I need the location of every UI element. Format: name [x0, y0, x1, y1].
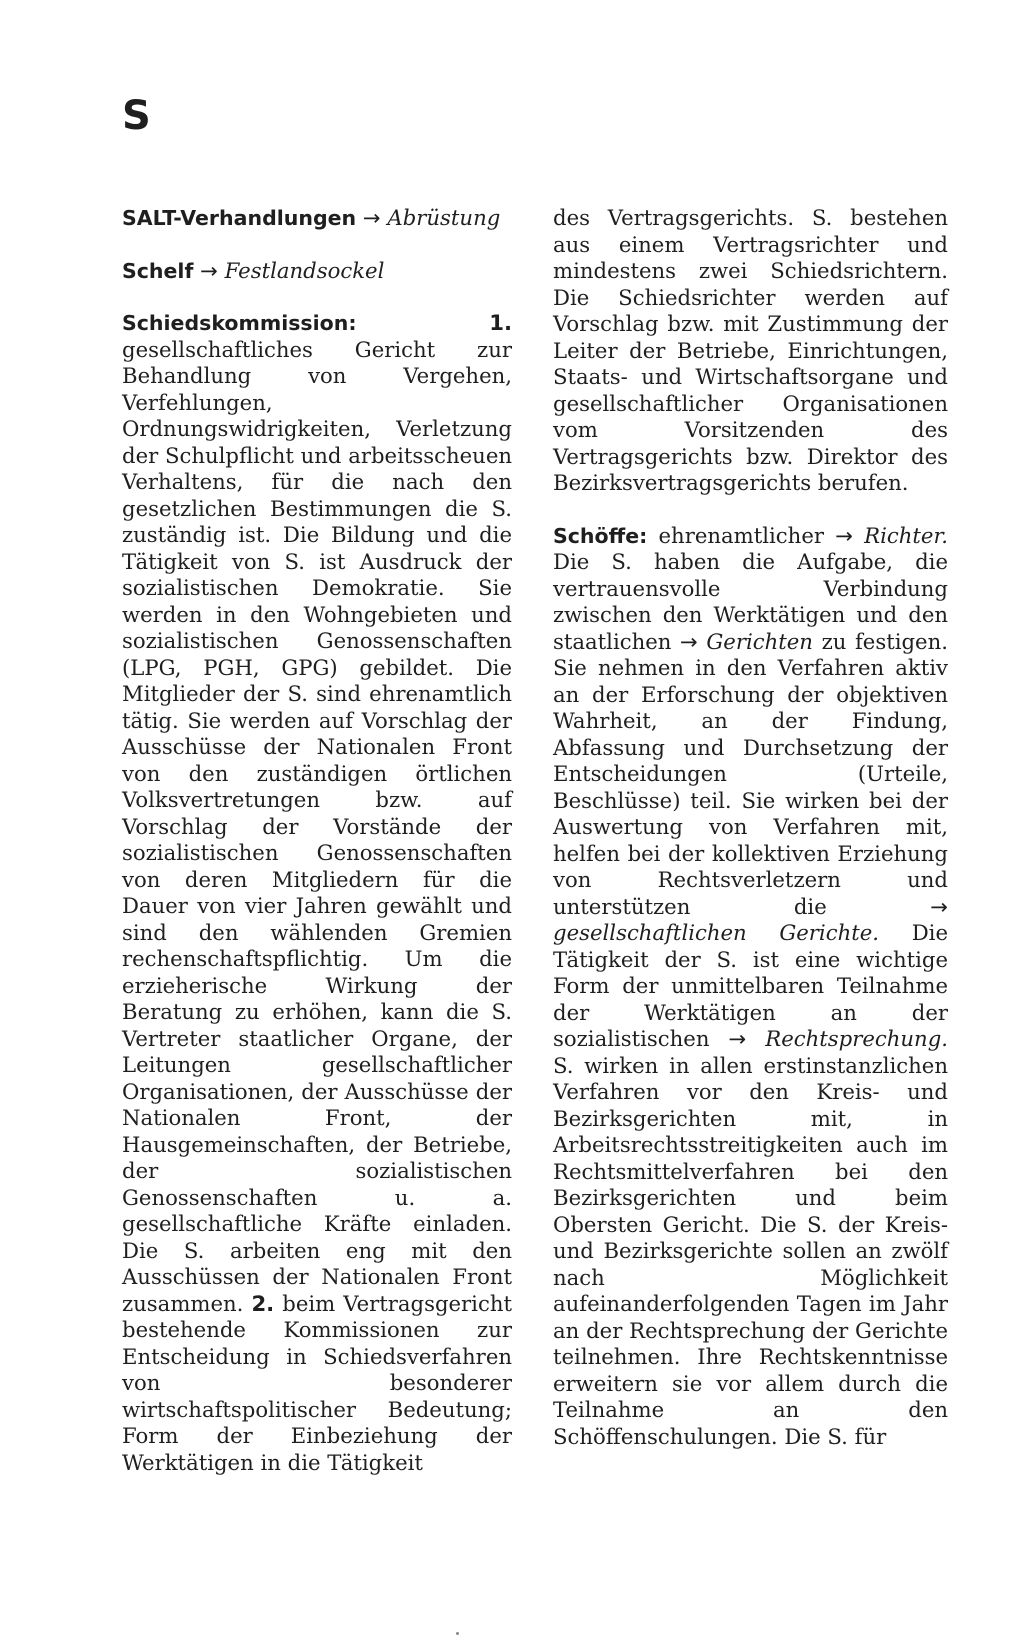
entry-schiedskommission-continued — [553, 205, 948, 497]
cross-reference-link[interactable]: Richter. — [864, 522, 948, 548]
sense-number-2: 2. — [251, 1290, 275, 1316]
print-speck — [456, 1632, 459, 1635]
cross-reference-link[interactable]: Abrüstung — [387, 205, 501, 230]
right-column — [553, 205, 948, 1476]
arrow-icon: → — [200, 257, 218, 283]
headword-schelf: Schelf — [122, 258, 194, 283]
cross-reference-link[interactable]: Rechtsprechung. — [765, 1026, 948, 1051]
headword-schiedskommission: Schiedskommission: — [122, 311, 357, 335]
arrow-icon: → — [728, 1026, 747, 1051]
arrow-icon: → — [835, 522, 853, 548]
definition-text-2: beim Vertragsgericht bestehende Kommissionen zur Entscheidung in Schiedsverfahren von besonderer wirtschaftspolitischer Bedeutung; Form der Einbeziehung der Werktätigen in die Tätigkeit — [122, 1290, 512, 1475]
headword-schoeffe: Schöffe: — [553, 523, 648, 548]
definition-text: zu festigen. Sie nehmen in den Verfahren aktiv an der Erforschung der objektiven Wahrheit, an der Findung, Abfassung und Durchsetzung der Entscheidungen (Urteile, Beschlüsse) teil. Sie wirken bei der Auswertung von Verfahren mit, helfen bei der kollektiven Erziehung von Rechtsverletzern und unterstützen die — [553, 628, 948, 919]
definition-text-1: gesellschaftliches Gericht zur Behandlung von Vergehen, Verfehlungen, Ordnungswidrigkeiten, Verletzung der Schulpflicht und arbeitsscheuen Verhaltens, für die nach den gesetzlichen Bestimmungen die S. zuständig ist. Die Bildung und die Tätigkeit von S. ist Ausdruck der sozialistischen Demokratie. Sie werden in den Wohngebieten und sozialistischen Genossenschaften (LPG, PGH, GPG) gebildet. Die Mitglieder der S. sind ehrenamtlich tätig. Sie werden auf Vorschlag der Ausschüsse der Nationalen Front von den zuständigen örtlichen Volksvertretungen bzw. auf Vorschlag der Vorstände der sozialistischen Genossenschaften von deren Mitgliedern für die Dauer von vier Jahren gewählt und sind den wählenden Gremien rechenschaftspflichtig. Um die erzieherische Wirkung der Beratung zu erhöhen, kann die S. Vertreter staatlicher Organe, der Leitungen gesellschaftlicher Organisationen, der Ausschüsse der Nationalen Front, der Hausgemeinschaften, der Betriebe, der sozialistischen Genossenschaften u. a. gesellschaftliche Kräfte einladen. Die S. arbeiten eng mit den Ausschüssen der Nationalen Front zusammen. — [122, 336, 513, 1316]
arrow-icon: → — [362, 205, 381, 230]
definition-text: Die Tätigkeit der S. ist eine wichtige Form der unmittelbaren Teilnahme der Werktätigen an der sozialistischen — [553, 920, 948, 1051]
left-column — [122, 205, 512, 1502]
definition-text: Die S. haben die Aufgabe, die vertrauensvolle Verbindung zwischen den Werktätigen und den staatlichen — [553, 549, 948, 654]
cross-reference-link[interactable]: Festlandsockel — [224, 257, 385, 283]
entry-schoeffe — [553, 523, 948, 1451]
sense-number-1: 1. — [489, 310, 512, 335]
definition-text: S. wirken in allen erstinstanzlichen Verfahren vor den Kreis- und Bezirksgerichten mit, in Arbeitsrechtsstreitigkeiten auch im Rechtsmittelverfahren bei den Bezirksgerichten und beim Obersten Gericht. Die S. der Kreis- und Bezirksgerichte sollen an zwölf nach Möglichkeit aufeinanderfolgenden Tagen im Jahr an der Rechtsprechung der Gerichte teilnehmen. Ihre Rechtskenntnisse erweitern sie vor allem durch die Teilnahme an den Schöffenschulungen. Die S. für — [553, 1052, 948, 1449]
definition-text: ehrenamtlicher — [658, 522, 824, 548]
arrow-icon: → — [930, 893, 948, 919]
definition-continuation: des Vertragsgerichts. S. bestehen aus einem Vertragsrichter und mindestens zwei Schiedsrichtern. Die Schiedsrichter werden auf Vorschlag bzw. mit Zustimmung der Leiter der Betriebe, Einrichtungen, Staats- und Wirtschaftsorgane und gesellschaftlicher Organisationen vom Vorsitzenden des Vertragsgerichts bzw. Direktor des Bezirksvertragsgerichts berufen. — [553, 205, 948, 495]
entry-schelf — [122, 258, 512, 285]
entry-schiedskommission — [122, 310, 512, 1476]
entry-salt — [122, 205, 512, 232]
headword-salt: SALT-Verhandlungen — [122, 206, 357, 230]
arrow-icon: → — [680, 628, 698, 654]
section-letter: S — [122, 93, 151, 139]
cross-reference-link[interactable]: Gerichten — [706, 628, 813, 654]
cross-reference-link[interactable]: gesellschaftlichen Gerichte. — [553, 920, 880, 945]
